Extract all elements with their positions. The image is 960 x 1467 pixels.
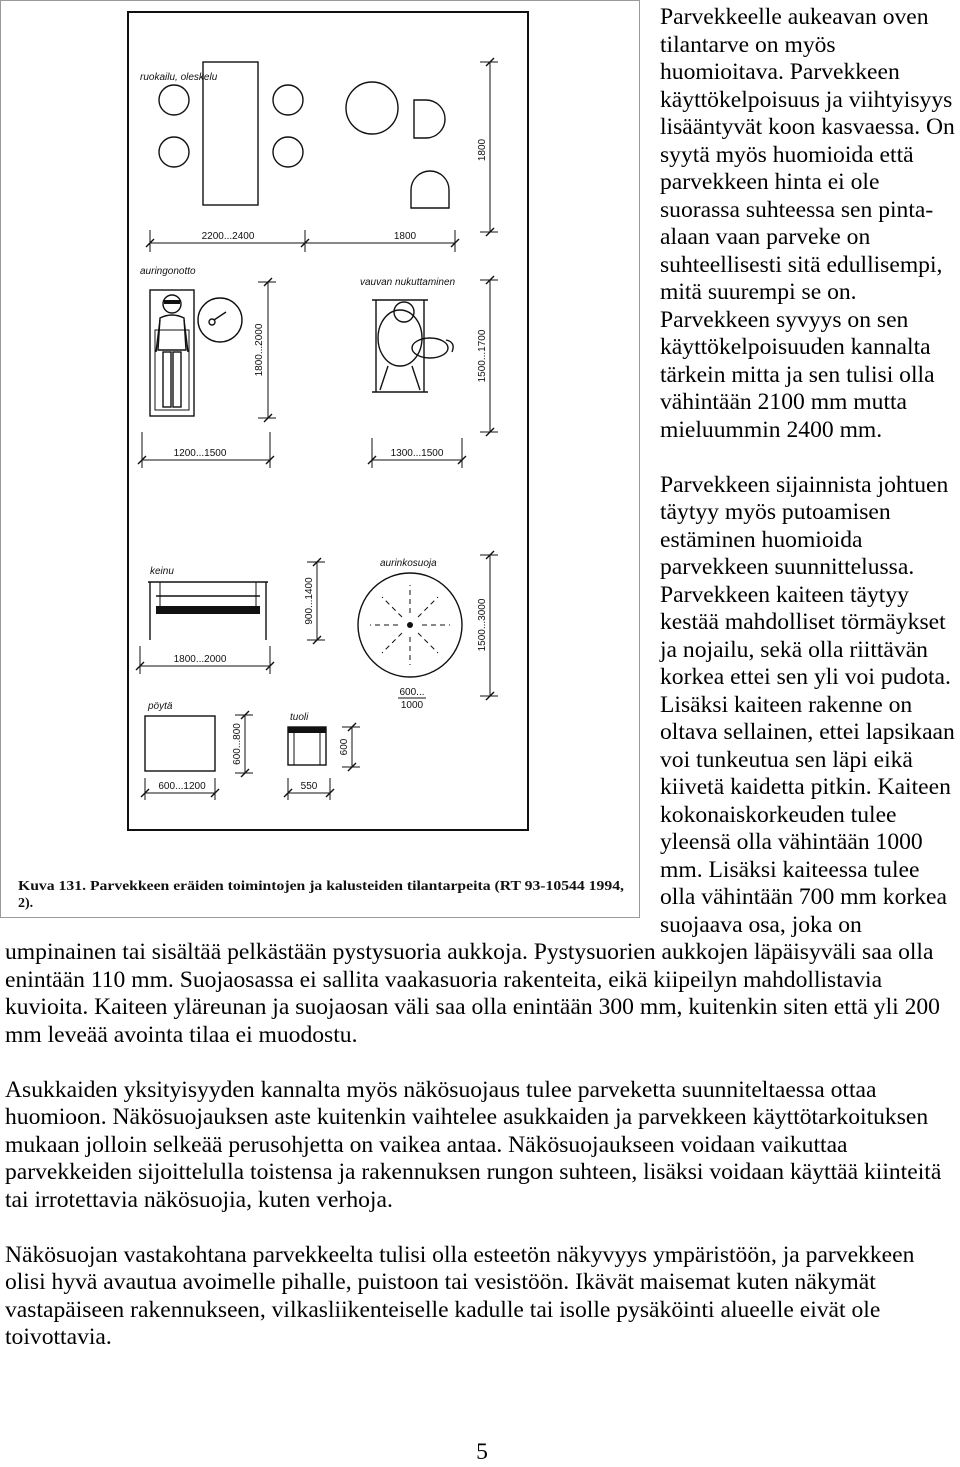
text-line: kokonaiskorkeuden tulee xyxy=(660,801,897,828)
text-line: Parvekkeelle aukeavan oven xyxy=(660,4,929,30)
dimension-label: 1300...1500 xyxy=(390,448,444,459)
figure-caption: Kuva 131. Parvekkeen eräiden toimintojen ja kalusteiden tilantarpeita (RT 93-10544 1994, xyxy=(18,879,624,894)
dimension-label: 2200...2400 xyxy=(201,231,255,242)
text-line: enintään 110 mm. Suojaosassa ei sallita vaakasuoria rakenteita, eikä kiipeilyn mahdollistavia xyxy=(5,966,883,993)
text-line: toivottavia. xyxy=(5,1324,112,1350)
text-line: yleensä olla vähintään 1000 xyxy=(660,829,923,855)
text-line: korkea ettei sen yli voi pudota. xyxy=(660,664,951,690)
label-sunbathing: auringonotto xyxy=(140,266,196,277)
text-line: alaan vaan parveke on xyxy=(660,224,871,250)
text-line: kestää mahdolliset törmäykset xyxy=(660,609,946,635)
text-line: oltava sellainen, ettei lapsikaan xyxy=(660,719,955,745)
text-line: Parvekkeen sijainnista johtuen xyxy=(660,471,949,498)
label-dining: ruokailu, oleskelu xyxy=(140,72,218,83)
text-line: mukaan jolloin selkeää perusohjetta on vaikea antaa. Näkösuojaukseen voidaan vaikuttaa xyxy=(5,1131,848,1158)
label-baby: vauvan nukuttaminen xyxy=(360,277,456,288)
text-line: täytyy myös putoamisen xyxy=(660,499,891,525)
text-line: vastapäiseen rakennukseen, vilkasliikenteiselle kadulle tai isolle pysäköinti alueelle eivät ole xyxy=(5,1296,881,1323)
figure-border xyxy=(1,1,640,918)
text-line: parvekkeiden sijoittelulla toistensa ja rakennuksen rungon suhteen, lisäksi voidaan käyttää kiinteitä xyxy=(5,1159,942,1185)
paragraph-2-continued xyxy=(5,939,940,1049)
dimension-label: 900...1400 xyxy=(304,577,315,625)
dimension-label: 1800...2000 xyxy=(254,323,265,377)
text-line: huomioitava. Parvekkeen xyxy=(660,59,900,85)
dimension-label: 1800 xyxy=(477,138,488,162)
text-line: syytä myös huomioida että xyxy=(660,141,914,168)
text-line: tai irrotettavia näkösuojia, kuten verhoja. xyxy=(5,1186,393,1213)
dimension-label: 600... xyxy=(399,687,425,698)
text-line: mitä suurempi se on. xyxy=(660,279,857,305)
text-line: estäminen huomioida xyxy=(660,526,863,553)
text-line: käyttökelpoisuus ja viihtyisyys xyxy=(660,86,953,113)
text-line: Asukkaiden yksityisyyden kannalta myös näkösuojaus tulee parveketta suunniteltaessa ottaa xyxy=(5,1076,877,1103)
dimension-label: 600...1200 xyxy=(158,781,206,792)
text-line: parvekkeen hinta ei ole xyxy=(660,169,880,195)
paragraph-2 xyxy=(660,472,955,940)
text-line: ja nojailu, sekä olla riittävän xyxy=(660,636,928,663)
text-line: Lisäksi kaiteen rakenne on xyxy=(660,691,913,718)
paragraph-4 xyxy=(5,1242,914,1352)
text-line: huomioon. Näkösuojauksen aste kuitenkin vaihtelee asukkaiden ja parvekkeen käyttötarkoituksen xyxy=(5,1104,929,1130)
text-line: olisi hyvä avautua avoimelle pihalle, puistoon tai vesistöön. Ikävät maisemat kuten näkymät xyxy=(5,1269,876,1295)
text-line: lisääntyvät koon kasvaessa. On xyxy=(660,114,955,140)
text-line: mieluummin 2400 mm. xyxy=(660,416,883,443)
text-line: voi tunkeutua sen läpi eikä xyxy=(660,746,913,773)
text-line: tärkein mitta ja sen tulisi olla xyxy=(660,361,935,388)
dimension-label: 600...800 xyxy=(232,723,243,765)
dimension-label: 600 xyxy=(339,738,350,756)
figure-caption-continued: 2). xyxy=(18,896,34,911)
text-line: kiivetä kaidetta pitkin. Kaiteen xyxy=(660,774,951,800)
text-line: mm. Lisäksi kaiteessa tulee xyxy=(660,856,920,883)
text-line: suorassa suhteessa sen pinta- xyxy=(660,196,934,223)
dimension-label: 1000 xyxy=(400,700,424,711)
paragraph-3 xyxy=(5,1077,941,1215)
dimension-label: 1500...1700 xyxy=(477,329,488,383)
label-swing: keinu xyxy=(150,566,174,577)
text-line: tilantarve on myös xyxy=(660,31,836,58)
label-table: pöytä xyxy=(148,701,173,712)
text-line: mm leveää avointa tilaa ei muodostu. xyxy=(5,1021,358,1048)
dimension-label: 550 xyxy=(300,781,318,792)
text-line: suojaava osa, joka on xyxy=(660,911,862,938)
label-chair: tuoli xyxy=(290,712,309,723)
text-line: suhteellisesti sitä edullisempi, xyxy=(660,251,943,278)
dimension-label: 1200...1500 xyxy=(173,448,227,459)
text-line: käyttökelpoisuuden kannalta xyxy=(660,334,931,360)
page-number: 5 xyxy=(476,1439,488,1465)
text-line: kuvioita. Kaiteen yläreunan ja suojaosan väli saa olla enintään 300 mm, kuitenkin siten että yli 200 xyxy=(5,994,940,1020)
text-line: olla vähintään 700 mm korkea xyxy=(660,884,947,910)
dimension-label: 1800 xyxy=(393,231,417,242)
figure-drawing xyxy=(0,0,640,918)
dimension-label: 1500...3000 xyxy=(477,598,488,652)
text-line: Parvekkeen syvyys on sen xyxy=(660,306,909,333)
label-parasol: aurinkosuoja xyxy=(380,558,437,569)
text-line: Näkösuojan vastakohtana parvekkeelta tulisi olla esteetön näkyvyys ympäristöön, ja parvekkeen xyxy=(5,1241,915,1268)
dimension-label: 1800...2000 xyxy=(173,654,227,665)
text-line: vähintään 2100 mm mutta xyxy=(660,389,908,415)
balcony-clearance-figure xyxy=(0,0,640,918)
text-line: Parvekkeen kaiteen täytyy xyxy=(660,581,909,608)
swing-seat xyxy=(156,606,260,614)
text-line: parvekkeen suunnittelussa. xyxy=(660,554,915,580)
text-line: umpinainen tai sisältää pelkästään pystysuoria aukkoja. Pystysuorien aukkojen läpäisyväli saa olla xyxy=(5,939,934,965)
paragraph-1 xyxy=(660,4,955,444)
